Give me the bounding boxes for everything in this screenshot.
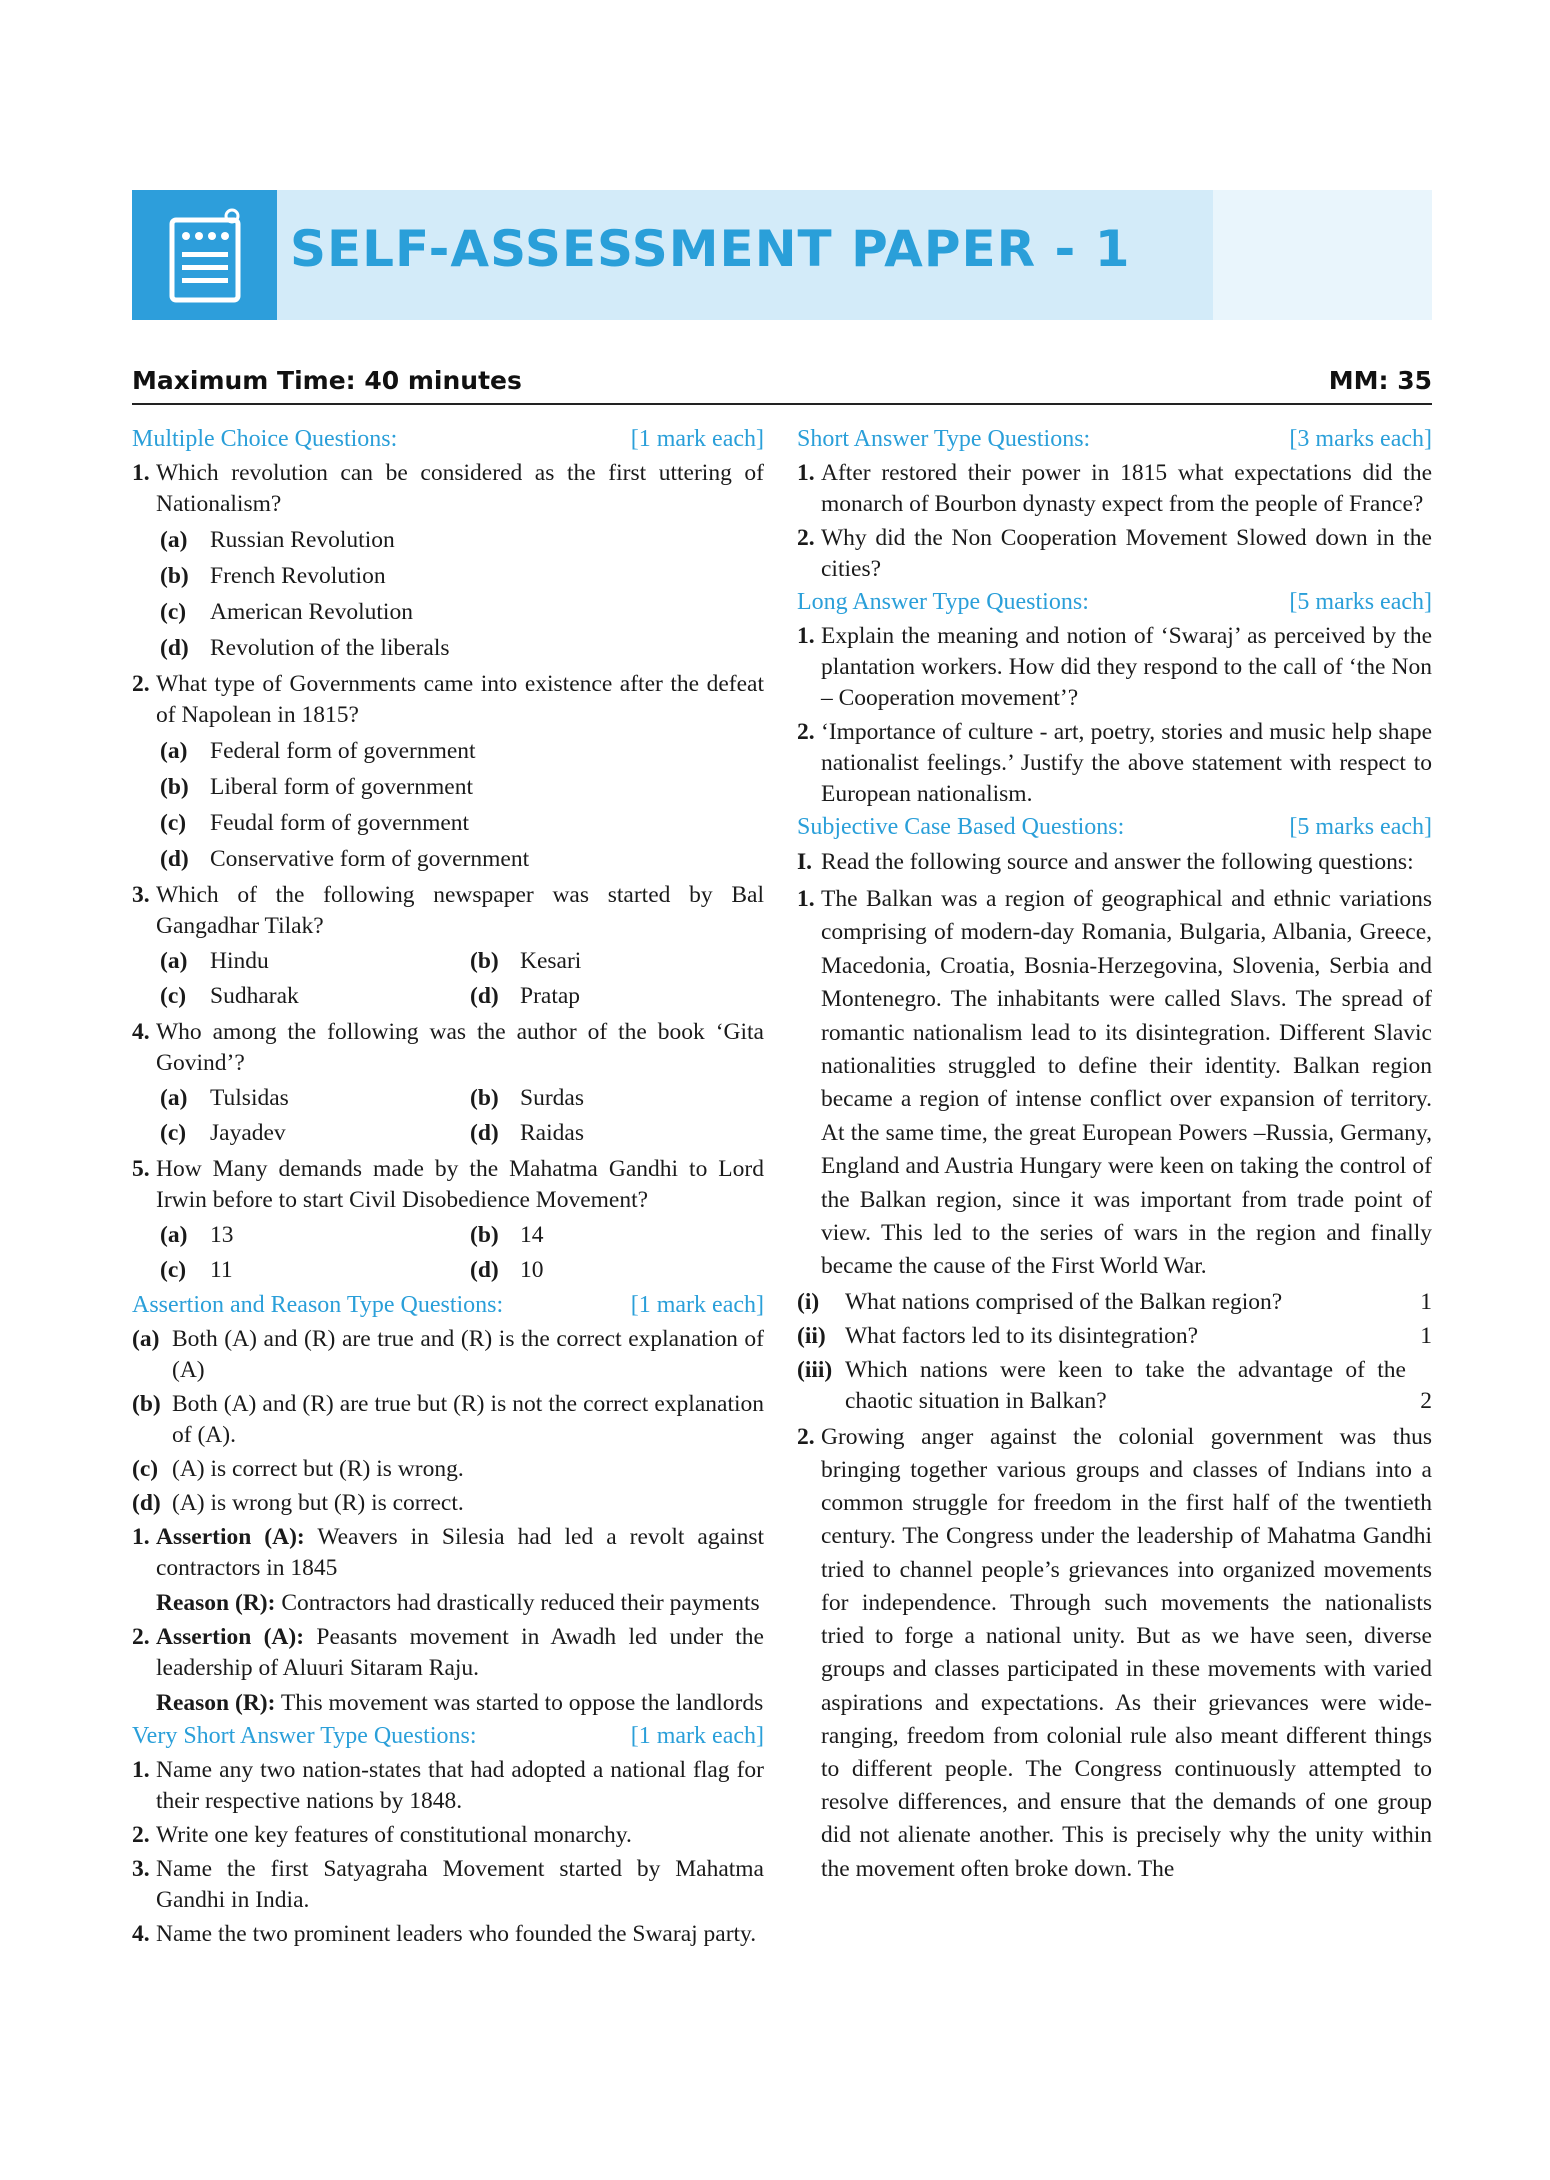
option: (c) Feudal form of government bbox=[160, 809, 470, 836]
question: 4. Name the two prominent leaders who founded the Swaraj party. bbox=[132, 1921, 757, 1947]
question: 3. Name the first Satyagraha Movement started by Mahatma Gandhi in India. bbox=[132, 1856, 764, 1913]
option: (d) Revolution of the liberals bbox=[160, 634, 450, 661]
question: 2. ‘Importance of culture - art, poetry, stories and music help shape nationalist feelings.’ Justify the above statement with respect to European nationalism. bbox=[797, 719, 1432, 807]
ar-key: (d) (A) is wrong but (R) is correct. bbox=[132, 1490, 464, 1516]
section-heading: Multiple Choice Questions: [1 mark each] bbox=[132, 426, 764, 452]
question: 2. What type of Governments came into existence after the defeat of Napolean in 1815? bbox=[132, 671, 764, 728]
question: 2. Write one key features of constitutional monarchy. bbox=[132, 1822, 632, 1848]
ar-key: (a) Both (A) and (R) are true and (R) is the correct explanation of (A) bbox=[132, 1326, 764, 1383]
question: 1. Which revolution can be considered as the first uttering of Nationalism? bbox=[132, 460, 764, 517]
paper-meta bbox=[132, 366, 1432, 406]
section-heading: Very Short Answer Type Questions: [1 mark each] bbox=[132, 1723, 764, 1749]
section-heading: Short Answer Type Questions: [3 marks each] bbox=[797, 426, 1432, 452]
option: (a) Federal form of government bbox=[160, 737, 476, 764]
question: 1. Name any two nation-states that had adopted a national flag for their respective nations by 1848. bbox=[132, 1757, 764, 1814]
option: (d) Raidas bbox=[470, 1120, 584, 1146]
ar-key: (c) (A) is correct but (R) is wrong. bbox=[132, 1456, 464, 1482]
reason: Reason (R): This movement was started to oppose the landlords bbox=[156, 1690, 764, 1716]
reason: Reason (R): Contractors had drastically reduced their payments bbox=[156, 1590, 760, 1616]
header-banner bbox=[132, 190, 1432, 320]
case-passage: 2. Growing anger against the colonial government was thus bringing together various groups and classes of Indians into a common struggle for freedom in the first half of the twentieth century. The Congress under the leadership of Mahatma Gandhi tried to channel people’s grievances into organized movements for independence. Through such movements the nationalists tried to forge a national unity. But as we have seen, diverse groups and classes participated in these movements with varied aspirations and expectations. As their grievances were wide-ranging, freedom from colonial rule also meant different things to different people. The Congress continuously attempted to resolve differences, and ensure that the demands of one group did not alienate another. This is precisely why the unity within the movement often broke down. The bbox=[797, 1423, 1432, 1882]
right-column bbox=[797, 424, 1432, 1886]
option: (a) Hindu bbox=[160, 948, 269, 974]
option: (d) 10 bbox=[470, 1257, 544, 1283]
case-passage: 1. The Balkan was a region of geographical and ethnic variations comprising of modern-day Romania, Bulgaria, Albania, Greece, Macedonia, Croatia, Bosnia-Herzegovina, Slovenia, Serbia and Montenegro. The inhabitants were called Slavs. The spread of romantic nationalism lead to its disintegration. Different Slavic nationalities struggled to define their identity. Balkan region became a region of intense conflict over expansion of territory. At the same time, the great European Powers –Russia, Germany, England and Austria Hungary were keen on taking the control of the Balkan region, since it was important from trade point of view. This led to the series of wars in the region and finally became the cause of the First World War. bbox=[797, 886, 1432, 1280]
option: (b) Surdas bbox=[470, 1085, 584, 1111]
options bbox=[132, 1081, 764, 1151]
option: (a) Russian Revolution bbox=[160, 526, 395, 553]
options bbox=[132, 944, 764, 1014]
question: 2. Why did the Non Cooperation Movement Slowed down in the cities? bbox=[797, 525, 1432, 582]
section-heading: Subjective Case Based Questions: [5 marks each] bbox=[797, 814, 1432, 840]
assertion: 1. Assertion (A): Weavers in Silesia had led a revolt against contractors in 1845 bbox=[132, 1524, 764, 1581]
option: (a) Tulsidas bbox=[160, 1085, 289, 1111]
option: (c) Sudharak bbox=[160, 983, 299, 1009]
sub-question: (ii) What factors led to its disintegration? 1 bbox=[797, 1322, 1432, 1349]
option: (c) Jayadev bbox=[160, 1120, 286, 1146]
question: 5. How Many demands made by the Mahatma Gandhi to Lord Irwin before to start Civil Disobedience Movement? bbox=[132, 1156, 764, 1213]
question: 1. Explain the meaning and notion of ‘Swaraj’ as perceived by the plantation workers. How did they respond to the call of ‘the Non – Cooperation movement’? bbox=[797, 623, 1432, 711]
question: 4. Who among the following was the author of the book ‘Gita Govind’? bbox=[132, 1019, 764, 1076]
option: (b) French Revolution bbox=[160, 562, 386, 589]
page-title: SELF-ASSESSMENT PAPER - 1 bbox=[290, 220, 1131, 278]
max-marks: MM: 35 bbox=[1328, 366, 1432, 395]
divider bbox=[132, 403, 1432, 405]
option: (a) 13 bbox=[160, 1222, 234, 1248]
options bbox=[132, 522, 764, 666]
document-list-icon bbox=[132, 190, 277, 320]
option: (b) Kesari bbox=[470, 948, 582, 974]
options bbox=[132, 733, 764, 877]
question: 1. After restored their power in 1815 what expectations did the monarch of Bourbon dynasty expect from the people of France? bbox=[797, 460, 1432, 517]
left-column bbox=[132, 424, 764, 1950]
max-time: Maximum Time: 40 minutes bbox=[132, 366, 522, 395]
option: (d) Pratap bbox=[470, 983, 581, 1009]
sub-question: (i) What nations comprised of the Balkan region? 1 bbox=[797, 1288, 1432, 1315]
options bbox=[132, 1218, 764, 1288]
option: (b) 14 bbox=[470, 1222, 544, 1248]
section-heading: Long Answer Type Questions: [5 marks each] bbox=[797, 589, 1432, 615]
option: (c) 11 bbox=[160, 1257, 233, 1283]
case-intro: I. Read the following source and answer the following questions: bbox=[797, 849, 1414, 875]
option: (c) American Revolution bbox=[160, 598, 413, 625]
option: (b) Liberal form of government bbox=[160, 773, 473, 800]
banner-accent bbox=[1213, 190, 1432, 320]
assertion: 2. Assertion (A): Peasants movement in Awadh led under the leadership of Aluuri Sitaram Raju. bbox=[132, 1624, 764, 1681]
ar-key: (b) Both (A) and (R) are true but (R) is not the correct explanation of (A). bbox=[132, 1391, 764, 1448]
option: (d) Conservative form of government bbox=[160, 845, 530, 872]
question: 3. Which of the following newspaper was started by Bal Gangadhar Tilak? bbox=[132, 882, 764, 939]
section-heading: Assertion and Reason Type Questions: [1 mark each] bbox=[132, 1292, 764, 1318]
sub-question: (iii) Which nations were keen to take the advantage of the chaotic situation in Balkan? 2 bbox=[797, 1356, 1432, 1414]
